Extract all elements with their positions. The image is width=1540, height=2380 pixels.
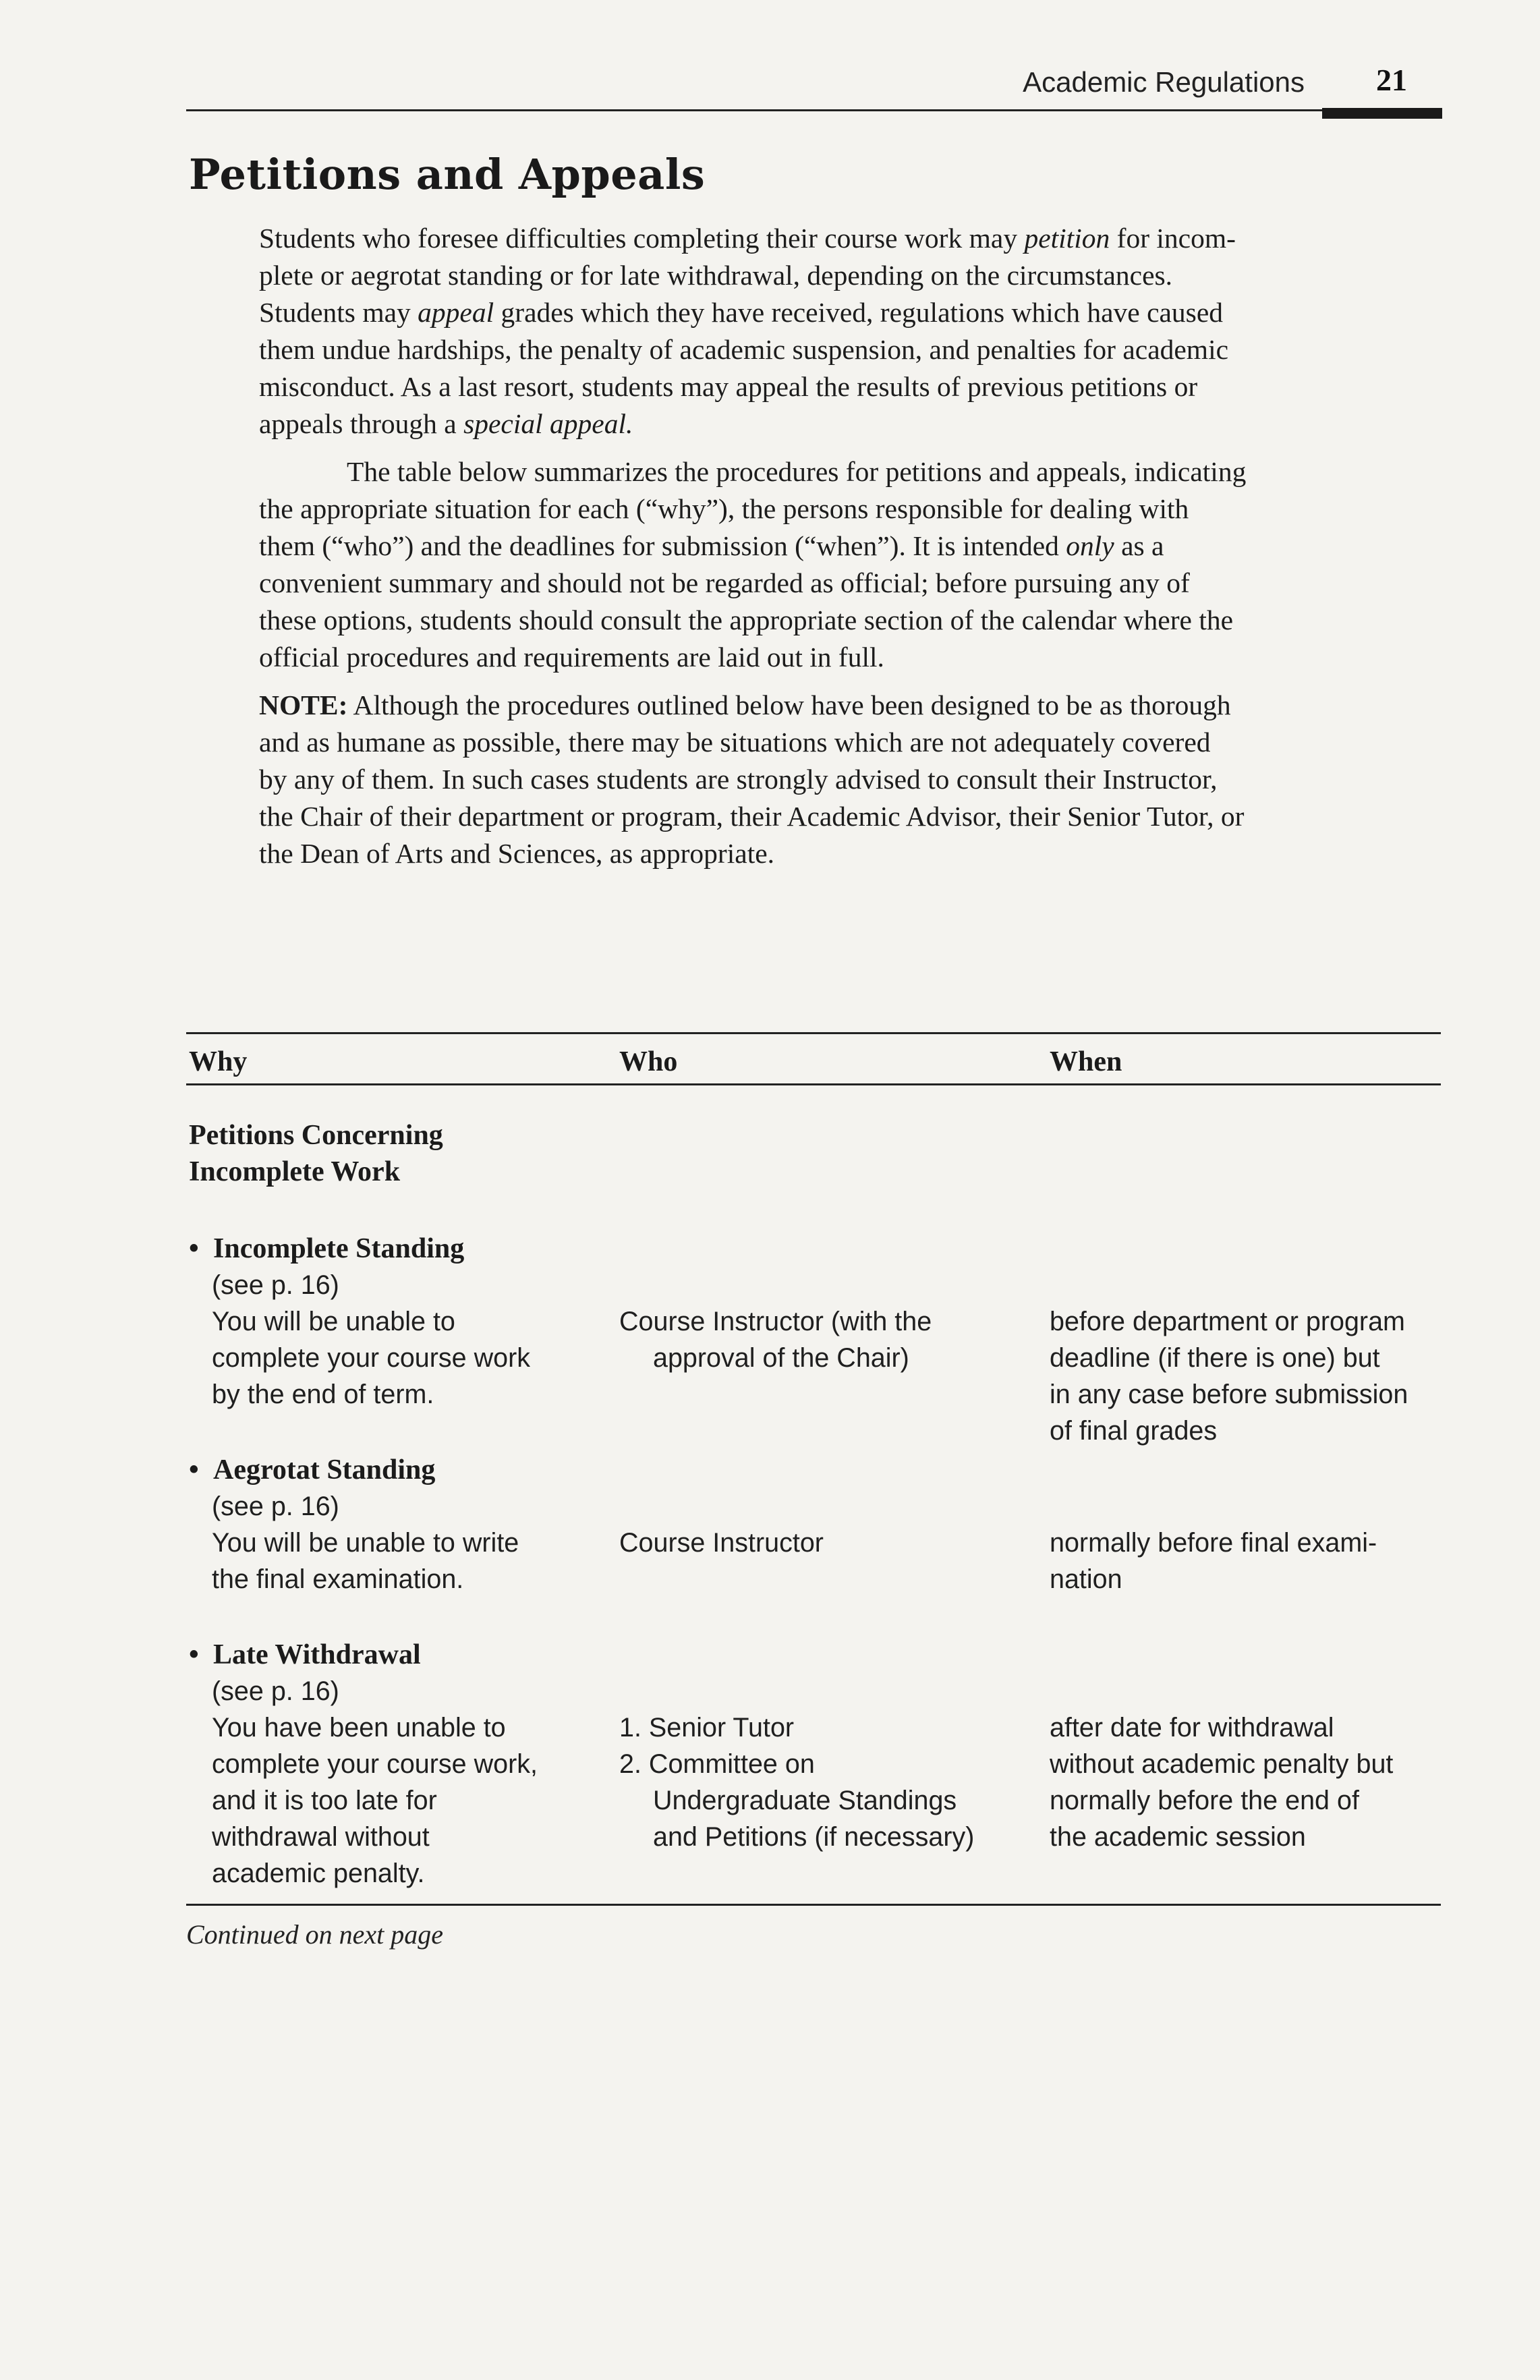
p1-line: misconduct. As a last resort, students may appeal the results of previous petitions or — [259, 371, 1198, 402]
bullet-icon: • — [189, 1454, 199, 1485]
header-rule — [186, 109, 1441, 111]
page-title: Petitions and Appeals — [189, 150, 706, 199]
who-cell-late-withdrawal: 1. Senior Tutor 2. Committee on Undergraduate Standings and Petitions (if necessary) — [619, 1713, 975, 1852]
p1-line: Students may appeal grades which they have received, regulations which have caused — [259, 297, 1223, 328]
table-header-rule — [186, 1083, 1441, 1085]
column-header-who: Who — [619, 1046, 678, 1077]
when-cell-aegrotat: normally before final exami- nation — [1050, 1528, 1377, 1594]
p1-line: Students who foresee difficulties completing their course work may petition for incom- — [259, 223, 1236, 254]
note-label: NOTE: — [259, 689, 348, 720]
column-header-why: Why — [189, 1046, 248, 1077]
who-cell-incomplete: Course Instructor (with the approval of the Chair) — [619, 1307, 932, 1373]
bullet-icon: • — [189, 1233, 199, 1264]
note-paragraph — [259, 687, 1443, 872]
p1-line: appeals through a special appeal. — [259, 408, 633, 439]
intro-paragraph — [259, 220, 1443, 443]
when-cell-incomplete: before department or program deadline (if there is one) but in any case before submission of final grades — [1050, 1307, 1408, 1446]
p2-line: official procedures and requirements are laid out in full. — [259, 642, 884, 673]
p2-line: these options, students should consult the appropriate section of the calendar where the — [259, 604, 1234, 635]
who-cell-aegrotat: Course Instructor — [619, 1528, 824, 1558]
item-title-aegrotat-standing: • Aegrotat Standing — [189, 1452, 435, 1488]
item-title-incomplete-standing: • Incomplete Standing — [189, 1230, 464, 1267]
p2-line: The table below summarizes the procedures for petitions and appeals, indicating — [347, 456, 1247, 487]
p2-line: convenient summary and should not be regarded as official; before pursuing any of — [259, 567, 1190, 598]
p3-line: Although the procedures outlined below have been designed to be as thorough — [347, 689, 1231, 720]
item-title-late-withdrawal: • Late Withdrawal — [189, 1637, 421, 1673]
running-head: Academic Regulations — [1023, 66, 1305, 98]
p1-line: them undue hardships, the penalty of academic suspension, and penalties for academic — [259, 334, 1229, 365]
column-header-when: When — [1050, 1046, 1122, 1077]
p3-line: and as humane as possible, there may be situations which are not adequately covered — [259, 727, 1211, 758]
page-header — [186, 62, 1439, 103]
header-bar — [1322, 108, 1442, 119]
summary-paragraph — [259, 453, 1443, 676]
continued-note: Continued on next page — [186, 1919, 444, 1950]
why-cell-incomplete: (see p. 16) You will be unable to complete your course work by the end of term. — [212, 1270, 530, 1409]
p2-line: them (“who”) and the deadlines for submission (“when”). It is intended only as a — [259, 530, 1164, 561]
when-cell-late-withdrawal: after date for withdrawal without academic penalty but normally before the end of the academic session — [1050, 1713, 1394, 1852]
p3-line: the Dean of Arts and Sciences, as appropriate. — [259, 838, 775, 869]
section-heading: Petitions Concerning Incomplete Work — [189, 1120, 443, 1187]
p1-line: plete or aegrotat standing or for late withdrawal, depending on the circumstances. — [259, 260, 1173, 291]
table-bottom-rule — [186, 1904, 1441, 1906]
p2-line: the appropriate situation for each (“why”), the persons responsible for dealing with — [259, 493, 1189, 524]
p3-line: by any of them. In such cases students are strongly advised to consult their Instructor, — [259, 764, 1218, 795]
bullet-icon: • — [189, 1639, 199, 1670]
why-cell-late-withdrawal: (see p. 16) You have been unable to complete your course work, and it is too late for withdrawal without academic penalty. — [212, 1676, 538, 1888]
p3-line: the Chair of their department or program, their Academic Advisor, their Senior Tutor, or — [259, 801, 1245, 832]
why-cell-aegrotat: (see p. 16) You will be unable to write the final examination. — [212, 1492, 519, 1594]
page-number: 21 — [1376, 63, 1407, 97]
table-top-rule — [186, 1032, 1441, 1034]
